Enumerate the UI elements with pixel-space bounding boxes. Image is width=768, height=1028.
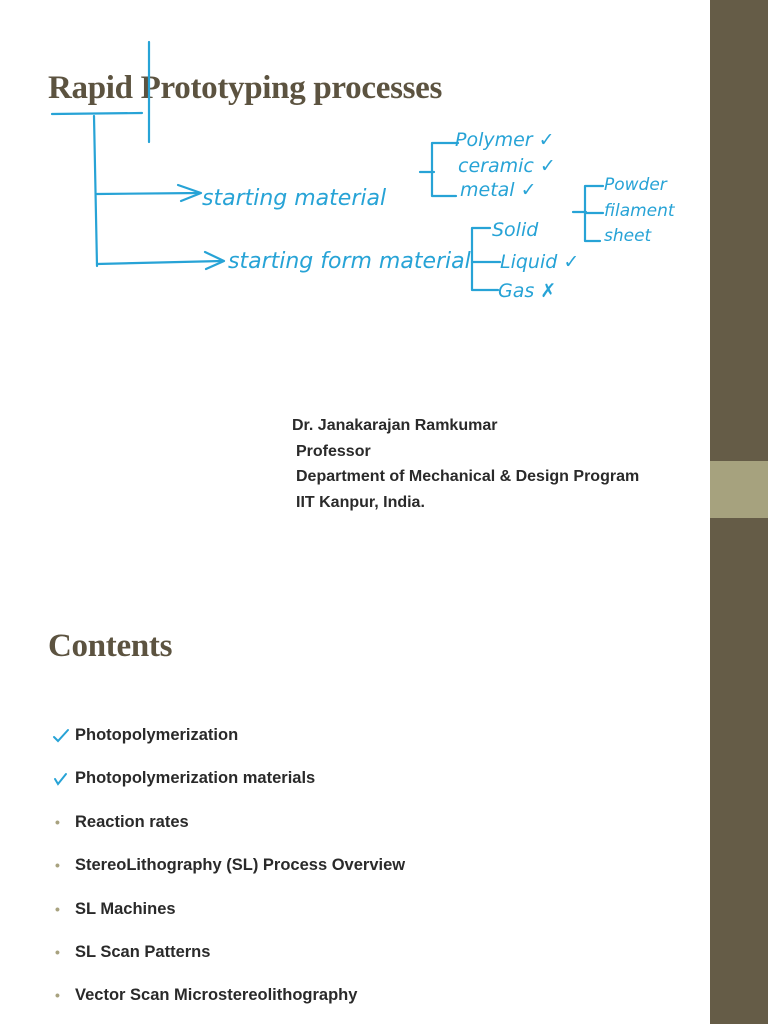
list-item xyxy=(52,941,405,984)
annotation-item-ceramic: ceramic ✓ xyxy=(458,155,556,177)
list-item-label: Reaction rates xyxy=(75,812,189,831)
contents-list xyxy=(52,724,405,1028)
handwritten-annotation xyxy=(0,0,710,400)
sidebar-accent xyxy=(710,461,768,518)
author-name: Dr. Janakarajan Ramkumar xyxy=(292,417,498,434)
bullet-dot: • xyxy=(55,900,60,917)
annotation-item-polymer: Polymer ✓ xyxy=(455,129,555,151)
annotation-item-sheet: sheet xyxy=(604,226,652,246)
annotation-item-solid: Solid xyxy=(492,219,539,241)
list-item xyxy=(52,724,405,767)
list-item-label: Photopolymerization materials xyxy=(75,769,316,788)
list-item-label: StereoLithography (SL) Process Overview xyxy=(75,856,406,875)
list-item xyxy=(52,984,405,1027)
author-department: Department of Mechanical & Design Program xyxy=(296,468,640,485)
bullet-dot: • xyxy=(55,857,60,874)
annotation-item-gas: Gas ✗ xyxy=(498,280,557,302)
slide-sidebar xyxy=(710,580,768,1024)
author-institution: IIT Kanpur, India. xyxy=(296,493,425,511)
annotation-item-liquid: Liquid ✓ xyxy=(500,251,580,273)
author-position: Professor xyxy=(296,442,371,460)
author-block xyxy=(292,413,639,515)
list-item xyxy=(52,811,405,854)
list-item-label: Photopolymerization xyxy=(75,726,239,744)
list-item-label: Vector Scan Microstereolithography xyxy=(75,986,358,1005)
annotation-branch2: starting form material xyxy=(228,249,471,274)
contents-heading: Contents xyxy=(48,628,173,664)
annotation-item-powder: Powder xyxy=(604,175,667,195)
list-item xyxy=(52,854,405,897)
annotation-item-filament: filament xyxy=(604,201,675,221)
annotation-item-metal: metal ✓ xyxy=(460,179,537,201)
bullet-dot: • xyxy=(55,943,60,960)
list-item-label: SL Scan Patterns xyxy=(75,942,211,961)
list-item-label: SL Machines xyxy=(75,899,176,918)
annotation-branch1: starting material xyxy=(202,186,387,211)
list-item xyxy=(52,898,405,941)
list-item xyxy=(52,767,405,810)
slide-title-heading: Rapid Prototyping processes xyxy=(48,70,443,106)
bullet-dot: • xyxy=(55,813,60,830)
bullet-dot: • xyxy=(55,987,60,1004)
